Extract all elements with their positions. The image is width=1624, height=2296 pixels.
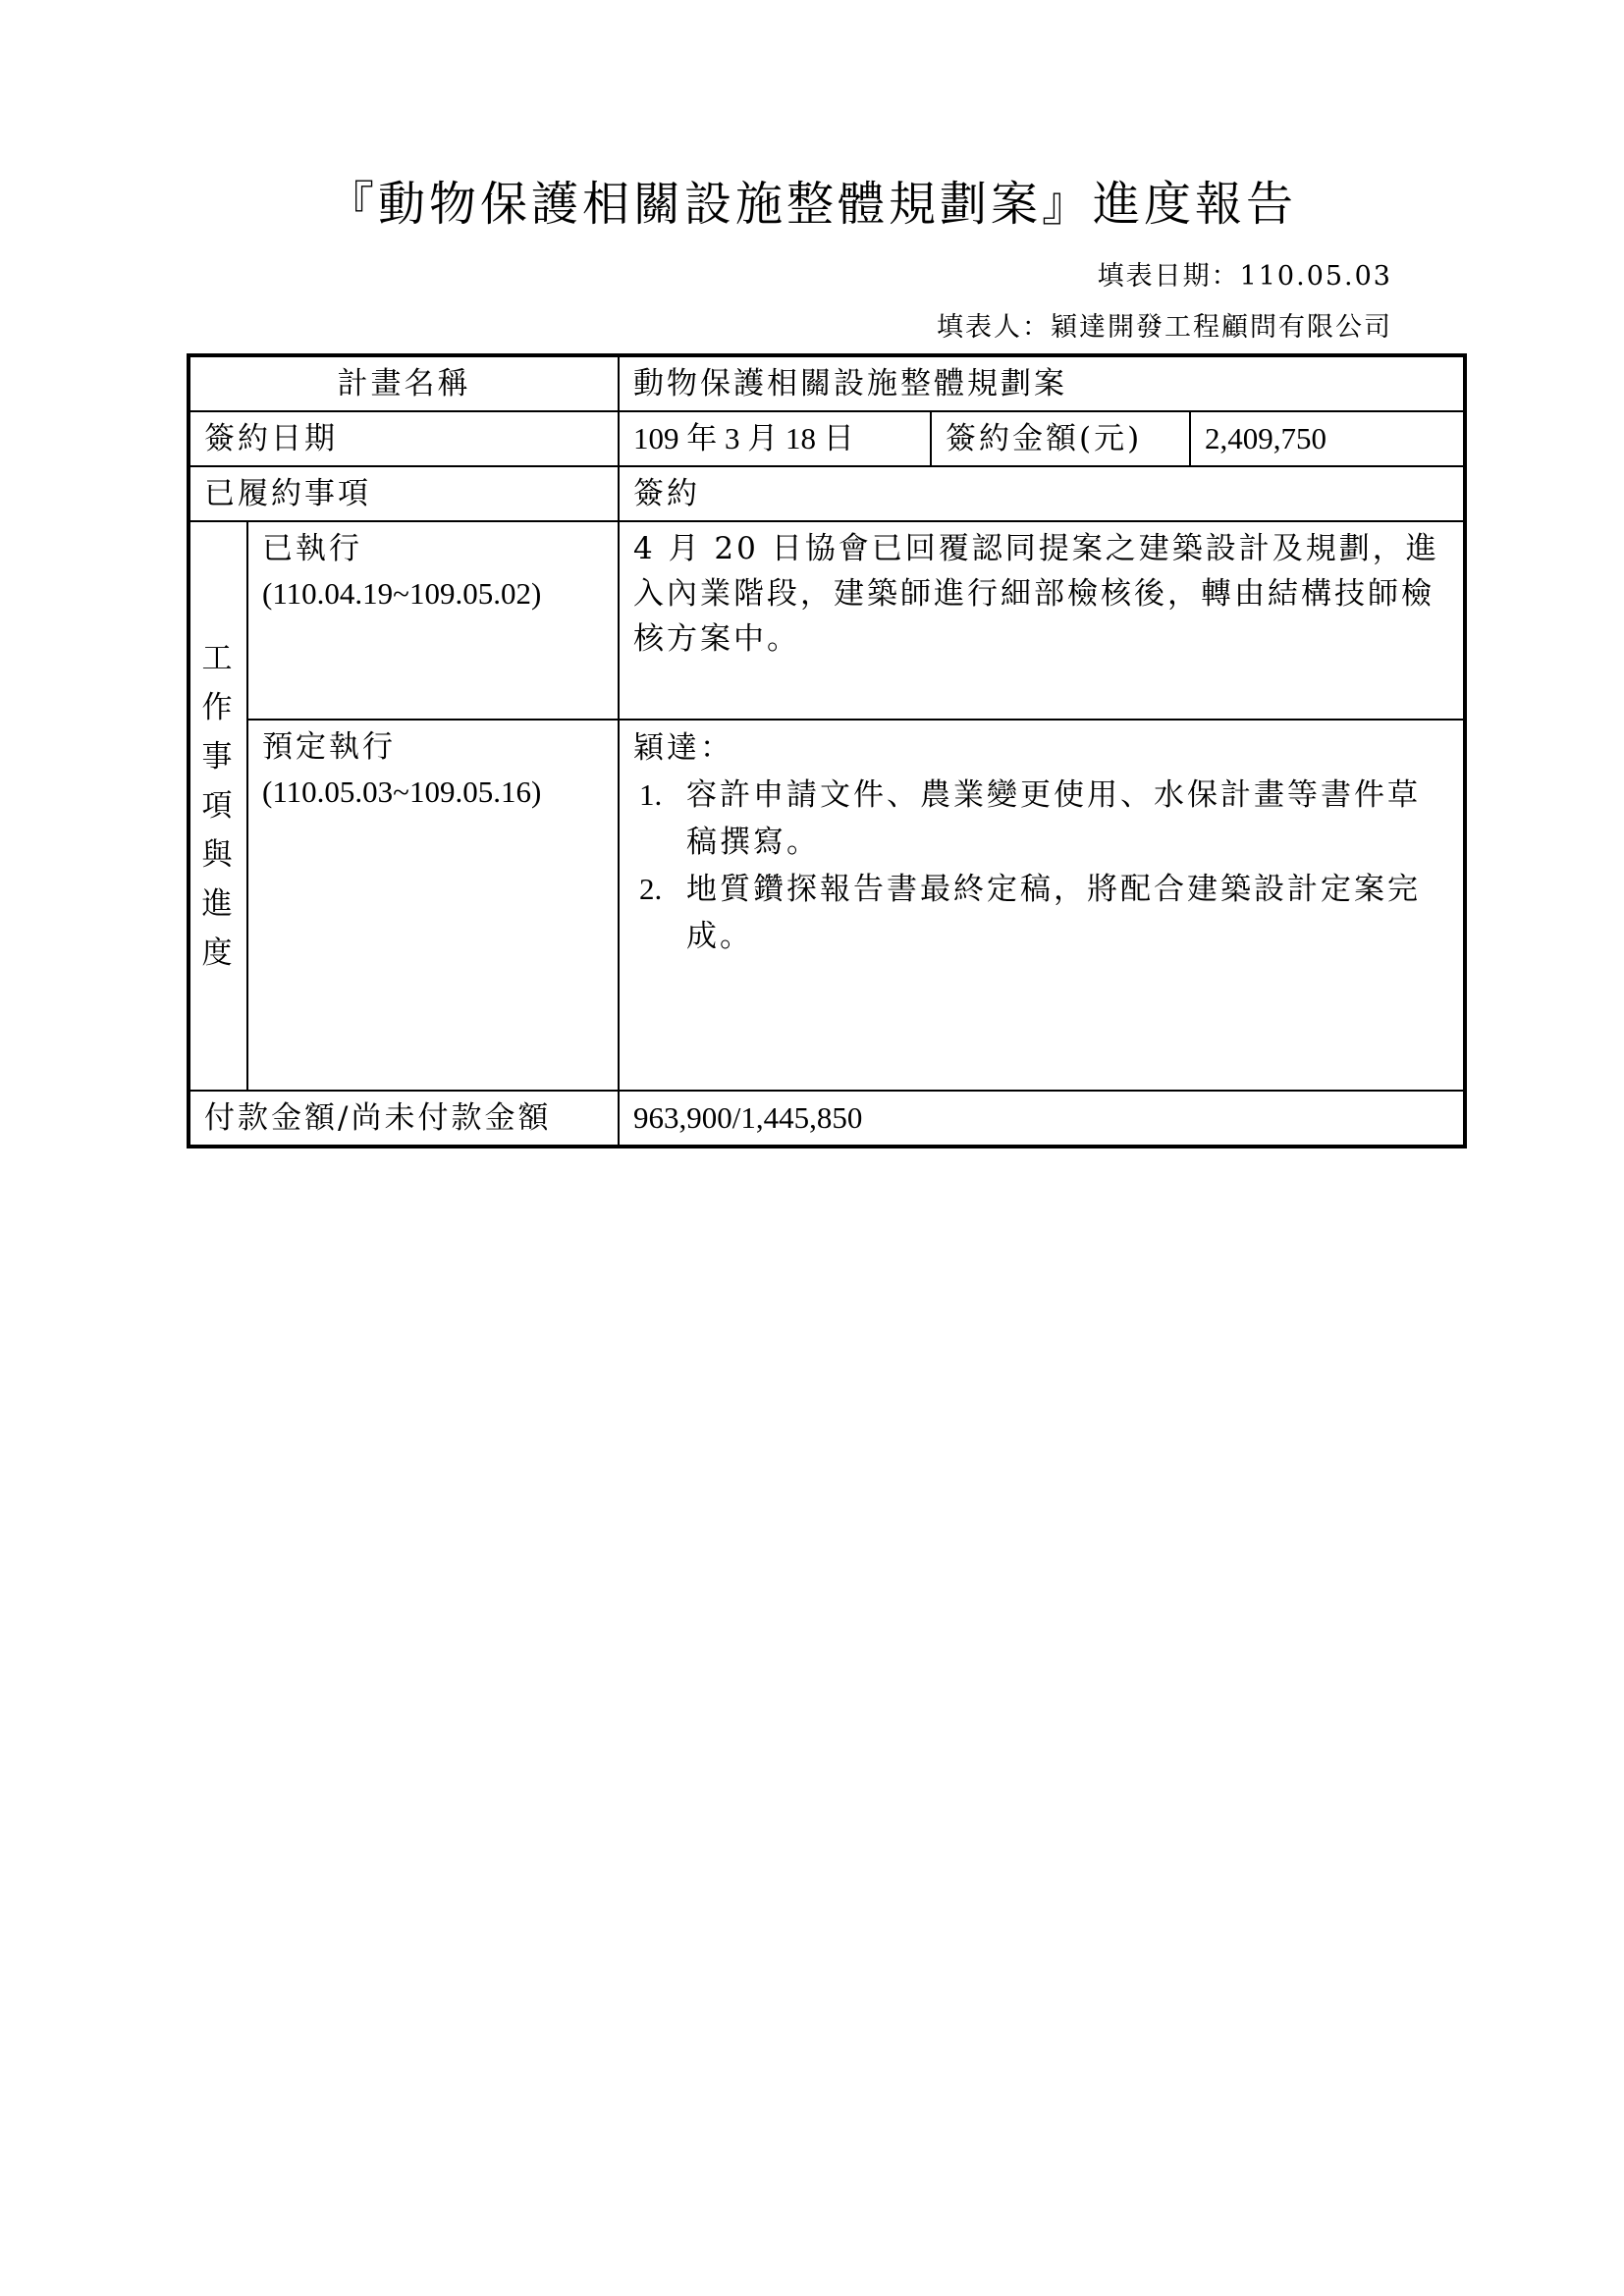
fulfilled-label: 已履約事項 (189, 466, 619, 521)
table-row-sign-date (189, 411, 1465, 466)
work-progress-char: 項 (201, 788, 236, 824)
payment-value: 963,900/1,445,850 (619, 1091, 1465, 1147)
planned-content (619, 720, 1465, 1091)
planned-cell (247, 720, 619, 1091)
contract-amount-label: 簽約金額(元) (931, 411, 1190, 466)
list-item-text: 地質鑽探報告書最終定稿，將配合建築設計定案完成。 (686, 872, 1421, 954)
work-progress-char: 進 (201, 886, 236, 922)
table-row-fulfilled (189, 466, 1465, 521)
fill-date: 填表日期：110.05.03 (1097, 261, 1392, 292)
document-title: 『動物保護相關設施整體規劃案』進度報告 (326, 177, 1297, 232)
contract-amount-value: 2,409,750 (1190, 411, 1465, 466)
sign-date-label: 簽約日期 (189, 411, 619, 466)
executed-text: 4 月 20 日協會已回覆認同提案之建築設計及規劃，進入內業階段，建築師進行細部檢核後，轉由結構技師檢核方案中。 (619, 521, 1465, 720)
project-name-value: 動物保護相關設施整體規劃案 (619, 355, 1465, 411)
table-row-project-name (189, 355, 1465, 411)
list-item-text: 容許申請文件、農業變更使用、水保計畫等書件草稿撰寫。 (686, 777, 1421, 860)
filler: 填表人：穎達開發工程顧問有限公司 (937, 312, 1392, 343)
work-progress-char: 度 (201, 935, 236, 971)
executed-range: (110.04.19~109.05.02) (262, 576, 542, 611)
list-item-number: 2. (639, 872, 663, 906)
work-progress-char: 事 (201, 739, 236, 774)
table-row-payment (189, 1091, 1465, 1147)
work-progress-char: 工 (201, 641, 236, 676)
table-row-planned (189, 720, 1465, 1091)
progress-report-table (187, 353, 1467, 1148)
planned-label: 預定執行 (262, 729, 396, 765)
work-progress-label (189, 521, 247, 1091)
planned-list (633, 772, 1449, 960)
list-item (633, 866, 1449, 960)
executed-cell (247, 521, 619, 720)
list-item-number: 1. (639, 777, 663, 812)
table-row-executed (189, 521, 1465, 720)
payment-label: 付款金額/尚未付款金額 (189, 1091, 619, 1147)
planned-heading: 穎達： (633, 730, 733, 766)
work-progress-char: 與 (201, 837, 236, 873)
sign-date-value: 109 年 3 月 18 日 (619, 411, 931, 466)
project-name-label: 計畫名稱 (189, 355, 619, 411)
work-progress-char: 作 (201, 690, 236, 725)
fulfilled-value: 簽約 (619, 466, 1465, 521)
list-item (633, 772, 1449, 866)
executed-label: 已執行 (262, 531, 362, 566)
planned-range: (110.05.03~109.05.16) (262, 774, 542, 809)
